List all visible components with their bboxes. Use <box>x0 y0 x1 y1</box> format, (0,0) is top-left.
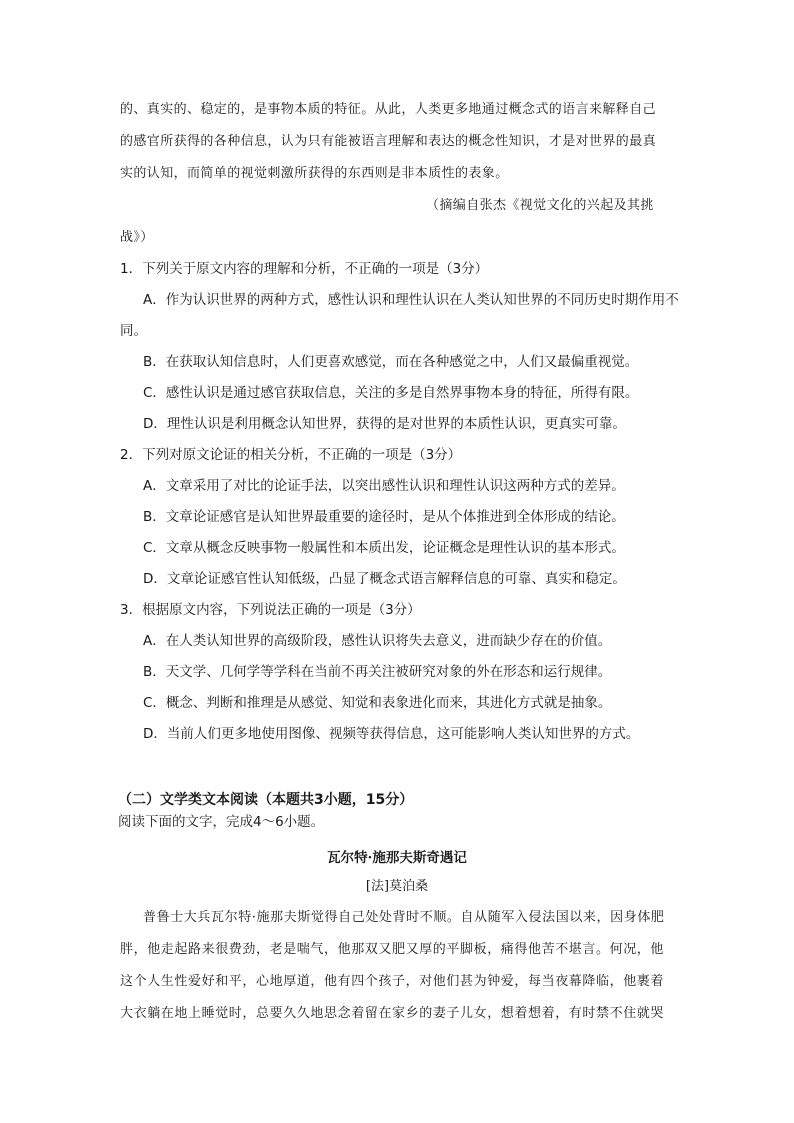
story-line: 普鲁士大兵瓦尔特·施那夫斯觉得自己处处背时不顺。自从随军入侵法国以来，因身体肥 <box>143 910 665 925</box>
passage-line: 实的认知，而简单的视觉刺激所获得的东西则是非本质性的表象。 <box>120 166 509 181</box>
question-3-stem: 3．根据原文内容，下列说法正确的一项是（3分） <box>120 602 421 618</box>
story-title: 瓦尔特·施那夫斯奇遇记 <box>327 850 467 866</box>
question-1-option-c: C．感性认识是通过感官获取信息，关注的多是自然界事物本身的特征，所得有限。 <box>143 385 639 401</box>
question-2-stem: 2．下列对原文论证的相关分析，不正确的一项是（3分） <box>120 447 462 463</box>
story-line: 胖，他走起路来很费劲，老是喘气，他那双又肥又厚的平脚板，痛得他苦不堪言。何况，他 <box>120 942 665 957</box>
question-1-stem: 1．下列关于原文内容的理解和分析，不正确的一项是（3分） <box>120 261 489 277</box>
question-1-option-b: B．在获取认知信息时，人们更喜欢感觉，而在各种感觉之中，人们又最偏重视觉。 <box>143 354 639 370</box>
question-2-option-d: D．文章论证感官性认知低级，凸显了概念式语言解释信息的可靠、真实和稳定。 <box>143 571 626 587</box>
section-heading: （二）文学类文本阅读（本题共3小题，15分） <box>118 792 414 808</box>
section-instruction: 阅读下面的文字，完成4～6小题。 <box>118 814 325 830</box>
question-2-option-b: B．文章论证感官是认知世界最重要的途径时，是从个体推进到全体形成的结论。 <box>143 509 625 525</box>
question-1-option-a-cont: 同。 <box>120 323 147 339</box>
question-3-option-a: A．在人类认知世界的高级阶段，感性认识将失去意义，进而缺少存在的价值。 <box>143 633 612 649</box>
question-1-option-d: D．理性认识是利用概念认知世界，获得的是对世界的本质性认识，更真实可靠。 <box>143 416 626 432</box>
question-3-option-d: D．当前人们更多地使用图像、视频等获得信息，这可能影响人类认知世界的方式。 <box>143 726 640 742</box>
question-2-option-a: A．文章采用了对比的论证手法，以突出感性认识和理性认识这两种方式的差异。 <box>143 478 625 494</box>
source-note-line2: 战》） <box>120 230 154 245</box>
question-2-option-c: C．文章从概念反映事物一般属性和本质出发，论证概念是理性认识的基本形式。 <box>143 540 625 556</box>
story-line: 大衣躺在地上睡觉时，总要久久地思念着留在家乡的妻子儿女，想着想着，有时禁不住就哭 <box>120 1006 665 1021</box>
passage-line: 的、真实的、稳定的，是事物本质的特征。从此，人类更多地通过概念式的语言来解释自己 <box>120 102 657 117</box>
question-1-option-a: A．作为认识世界的两种方式，感性认识和理性认识在人类认知世界的不同历史时期作用不 <box>143 292 679 308</box>
source-note-line1: （摘编自张杰《视觉文化的兴起及其挑 <box>426 198 654 213</box>
passage-line: 的感官所获得的各种信息，认为只有能被语言理解和表达的概念性知识，才是对世界的最真 <box>120 134 657 149</box>
question-3-option-c: C．概念、判断和推理是从感觉、知觉和表象进化而来，其进化方式就是抽象。 <box>143 695 612 711</box>
story-line: 这个人生性爱好和平，心地厚道，他有四个孩子，对他们甚为钟爱，每当夜幕降临，他裹着 <box>120 974 665 989</box>
story-author: [法]莫泊桑 <box>365 879 429 894</box>
question-3-option-b: B．天文学、几何学等学科在当前不再关注被研究对象的外在形态和运行规律。 <box>143 664 612 680</box>
